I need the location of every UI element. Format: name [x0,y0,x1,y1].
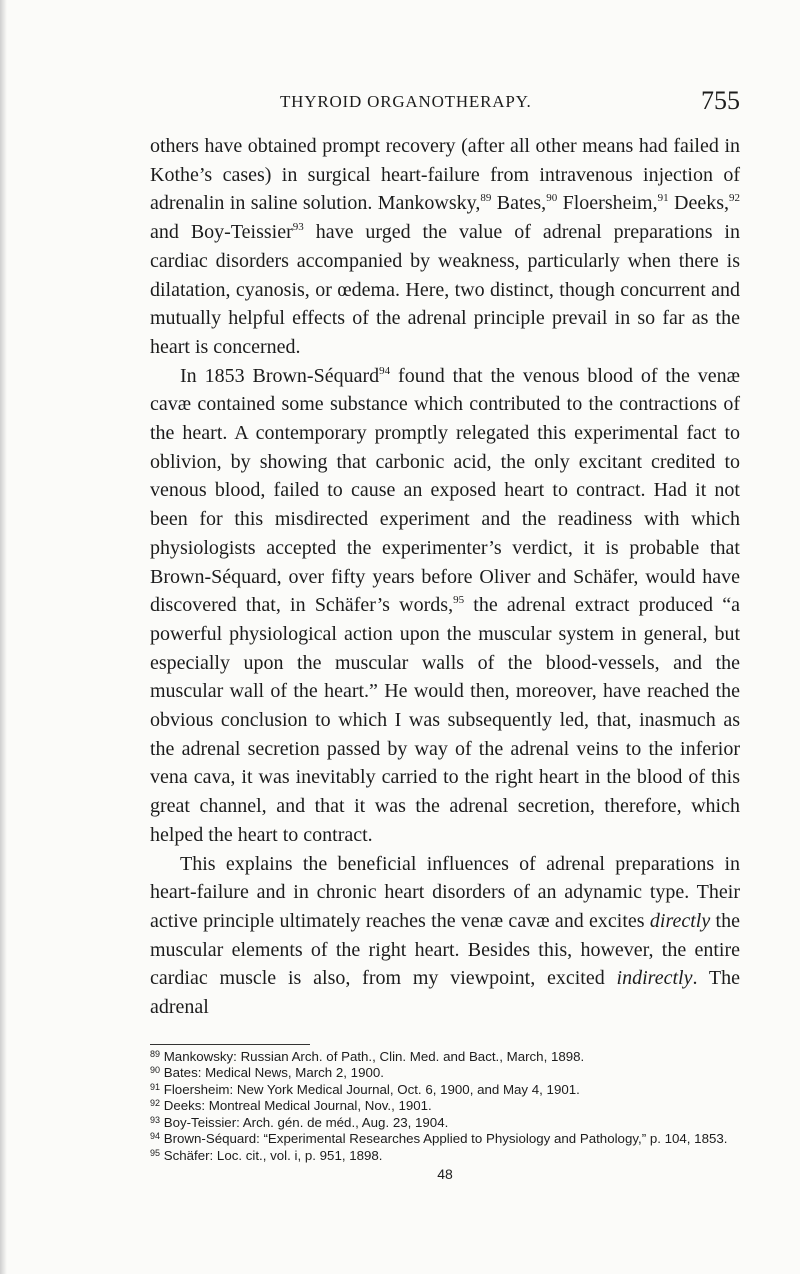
footnote-ref: 91 [657,192,669,205]
footnote [150,1082,740,1099]
paragraph [150,132,740,362]
running-title: THYROID ORGANOTHERAPY. [280,92,532,111]
footnote [150,1065,740,1082]
emphasis-text: directly [649,909,711,932]
footnote [150,1148,740,1165]
paragraph [150,362,740,850]
text-run: the adrenal extract produced “a powerful physiological action upon the muscular system in general, but especially upon the muscular walls of the blood-vessels, and the muscular wall of the heart.” He would then, moreover, have reached the obvious conclusion to which I was subsequently led, that, inasmuch as the adrenal secretion passed by way of the adrenal veins to the inferior vena cava, it was inevitably carried to the right heart in the blood of this great channel, and that it was the adrenal secretion, therefore, which helped the heart to contract. [150,594,740,846]
footnote-number: 95 [150,1147,161,1158]
footnote-ref: 93 [292,221,304,234]
text-run: others have obtained prompt recovery (after all other means had failed in Kothe’s cases) in surgical heart-failure from intravenous injection of adrenalin in saline solution. Mankowsky, [150,135,740,215]
footnote [150,1098,740,1115]
body-text [150,132,740,1022]
page-edge-shadow [0,0,7,1274]
text-run: This explains the beneficial influences of adrenal preparations in heart-failure and in chronic heart disorders of an adynamic type. Their active principle ultimately reaches the venæ cavæ and excites [150,852,740,932]
footnote-rule [150,1044,310,1045]
text-run: . The adrenal [150,967,740,1019]
footnote [150,1049,740,1066]
footnote-text: Bates: Medical News, March 2, 1900. [163,1065,384,1081]
paragraph [150,850,740,1022]
text-run: Floersheim, [557,192,658,215]
footnote-text: Floersheim: New York Medical Journal, Oct. 6, 1900, and May 4, 1901. [163,1081,580,1097]
footnote-number: 93 [150,1114,161,1125]
text-run: Deeks, [668,192,730,215]
footnote [150,1131,740,1148]
footnote-text: Deeks: Montreal Medical Journal, Nov., 1901. [163,1098,432,1114]
footnote [150,1115,740,1132]
emphasis-text: indirectly [616,967,693,990]
text-run: found that the venous blood of the venæ cavæ contained some substance which contributed to the contractions of the heart. A contemporary promptly relegated this experimental fact to oblivion, by showing that carbonic acid, the only excitant credited to venous blood, failed to cause an exposed heart to contract. Had it not been for this misdirected experiment and the readiness with which physiologists accepted the experimenter’s verdict, it is probable that Brown-Séquard, over fifty years before Oliver and Schäfer, would have discovered that, in Schäfer’s words, [150,364,740,617]
footnote-number: 92 [150,1098,161,1109]
text-run: the muscular elements of the right heart. Besides this, however, the entire cardiac muscle is also, from my viewpoint, excited [150,909,740,990]
footnote-ref: 89 [480,192,492,205]
footnote-ref: 94 [379,364,391,377]
footnote-number: 90 [150,1065,161,1076]
footnote-ref: 95 [453,594,465,607]
footnote-number: 89 [150,1048,161,1059]
footnote-text: Boy-Teissier: Arch. gén. de méd., Aug. 23, 1904. [163,1114,449,1130]
book-page [150,86,741,1183]
page-header [150,86,740,120]
text-run: Bates, [491,192,547,215]
text-run: have urged the value of adrenal preparations in cardiac disorders accompanied by weakness, particularly when there is dilatation, cyanosis, or œdema. Here, two distinct, though concurrent and mutually helpful effects of the adrenal principle prevail in so far as the heart is concerned. [150,221,740,358]
footnote-text: Mankowsky: Russian Arch. of Path., Clin. Med. and Bact., March, 1898. [163,1048,585,1064]
footnote-number: 91 [150,1081,161,1092]
footnote-text: Schäfer: Loc. cit., vol. i, p. 951, 1898. [163,1147,383,1163]
footnote-text: Brown-Séquard: “Experimental Researches Applied to Physiology and Pathology,” p. 104, 1853. [163,1131,728,1147]
footnote-ref: 92 [729,192,741,205]
signature-mark: 48 [437,1166,453,1183]
footnote-ref: 90 [546,192,558,205]
text-run: and Boy-Teissier [150,221,293,244]
footnote-number: 94 [150,1131,161,1142]
footnotes [150,1049,740,1165]
page-number: 755 [701,86,740,115]
text-run: In 1853 Brown-Séquard [180,364,380,387]
